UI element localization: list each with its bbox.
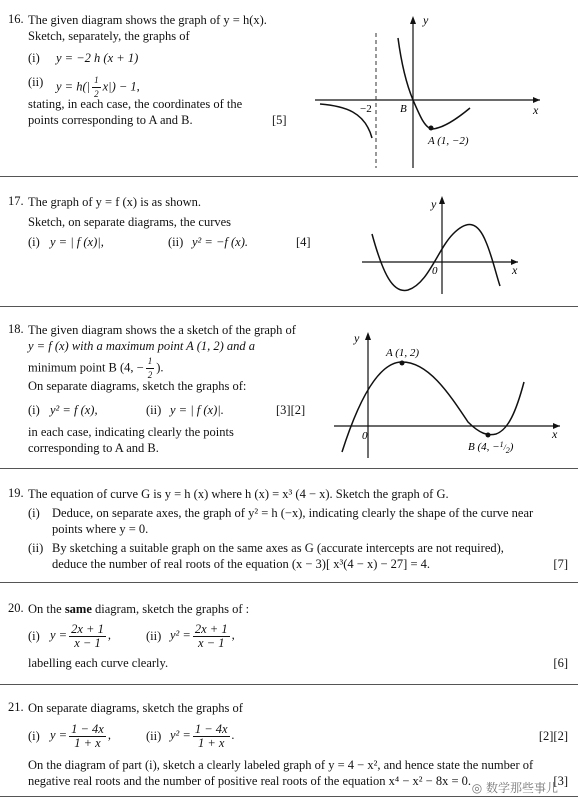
equation: y = | f (x)|, [50, 235, 104, 249]
question-number: 18. [8, 322, 24, 336]
wechat-icon: ◎ [471, 781, 486, 795]
divider [0, 582, 578, 583]
question-text: minimum point B (4, − $\frac{1}{2}$ ). [28, 356, 164, 380]
point-a-label: A (1, −2) [428, 135, 469, 147]
question-text: y = f (x) with a maximum point A (1, 2) and a [28, 339, 256, 353]
marks: [2][2] [538, 729, 568, 743]
point-b-label: B (4, −$^1_{/2}$) [468, 440, 514, 455]
graph-h [310, 8, 550, 178]
divider [0, 176, 578, 177]
part-label: (i) [28, 629, 40, 643]
question-text: On separate diagrams, sketch the graphs of: [28, 379, 247, 393]
question-text: On the diagram of part (i), sketch a clearly labeled graph of y = 4 − x², and hence state the number of [28, 758, 534, 772]
point-a-label: A (1, 2) [386, 347, 420, 359]
part-label: (i) [28, 51, 40, 65]
question-text: The given diagram shows the a sketch of the graph of [28, 323, 296, 337]
equation: y = h(| $\frac{1}{2}$ x|) − 1, [56, 75, 140, 99]
question-text: On the same diagram, sketch the graphs of : [28, 602, 250, 616]
divider [0, 796, 578, 797]
graph-f [358, 194, 538, 304]
part-label: (ii) [146, 403, 162, 417]
part-label: (ii) [28, 75, 44, 89]
question-text: points where y = 0. [52, 522, 149, 536]
equation: y = $\frac{1 - 4x}{1 + x}$ , [50, 721, 111, 750]
question-number: 16. [8, 12, 24, 26]
asymptote-label: −2 [360, 103, 372, 115]
y-axis-label: y [354, 331, 360, 345]
marks: [7] [553, 557, 568, 571]
question-text: corresponding to A and B. [28, 441, 159, 455]
question-text: The graph of y = f (x) is as shown. [28, 195, 201, 209]
question-number: 20. [8, 601, 24, 615]
question-text: By sketching a suitable graph on the same axes as G (accurate intercepts are not required), [52, 541, 504, 555]
y-axis-arrow [365, 332, 371, 340]
question-text: On separate diagrams, sketch the graphs of [28, 701, 243, 715]
part-label: (ii) [146, 729, 162, 743]
point-b-label: B [400, 103, 407, 115]
y-axis-arrow [410, 16, 416, 24]
marks: [4] [296, 235, 311, 249]
equation: y² = −f (x). [192, 235, 249, 249]
divider [0, 306, 578, 307]
question-number: 19. [8, 486, 24, 500]
question-text: Sketch, separately, the graphs of [28, 29, 190, 43]
point-a [429, 126, 434, 131]
part-label: (i) [28, 403, 40, 417]
part-label: (ii) [28, 541, 44, 555]
question-text: The equation of curve G is y = h (x) where h (x) = x³ (4 − x). Sketch the graph of G. [28, 487, 449, 501]
point-b [486, 433, 491, 438]
equation: y = $\frac{2x + 1}{x - 1}$ , [50, 621, 111, 650]
y-axis-label: y [431, 197, 437, 211]
question-text: stating, in each case, the coordinates of the [28, 97, 243, 111]
curve-right-branch [398, 38, 470, 129]
question-text: deduce the number of real roots of the equation (x − 3)[ x³(4 − x) − 27] = 4. [52, 557, 431, 571]
x-axis-label: x [533, 103, 539, 117]
equation: y² = f (x), [50, 403, 98, 417]
equation: y² = $\frac{2x + 1}{x - 1}$ , [170, 621, 235, 650]
watermark: ◎ 数学那些事儿 [471, 781, 558, 795]
y-axis-arrow [439, 196, 445, 204]
marks: [3][2] [276, 403, 306, 417]
question-text: Deduce, on separate axes, the graph of y² = h (−x), indicating clearly the shape of the curve near [52, 506, 534, 520]
part-label: (ii) [146, 629, 162, 643]
origin-label: 0 [432, 265, 438, 277]
question-text: The given diagram shows the graph of y = h(x). [28, 13, 267, 27]
marks: [6] [553, 656, 568, 670]
graph-f-max-min [328, 322, 568, 462]
equation: y² = $\frac{1 - 4x}{1 + x}$ . [170, 721, 235, 750]
part-label: (ii) [168, 235, 184, 249]
y-axis-label: y [423, 13, 429, 27]
point-a [400, 361, 405, 366]
divider [0, 468, 578, 469]
curve [342, 362, 524, 452]
question-text: points corresponding to A and B. [28, 113, 193, 127]
x-axis-label: x [552, 427, 558, 441]
part-label: (i) [28, 729, 40, 743]
equation: y = −2 h (x + 1) [56, 51, 139, 65]
question-number: 21. [8, 700, 24, 714]
curve [372, 225, 500, 291]
marks: [3] [553, 774, 568, 788]
divider [0, 684, 578, 685]
question-text: Sketch, on separate diagrams, the curves [28, 215, 232, 229]
origin-label: 0 [362, 430, 368, 442]
marks: [5] [272, 113, 287, 127]
x-axis-label: x [512, 263, 518, 277]
question-text: in each case, indicating clearly the points [28, 425, 234, 439]
equation: y = | f (x)|. [170, 403, 224, 417]
part-label: (i) [28, 506, 40, 520]
question-number: 17. [8, 194, 24, 208]
part-label: (i) [28, 235, 40, 249]
question-text: labelling each curve clearly. [28, 656, 169, 670]
question-text: negative real roots and the number of positive real roots of the equation x⁴ − x² − 8x = 0. [28, 774, 472, 788]
